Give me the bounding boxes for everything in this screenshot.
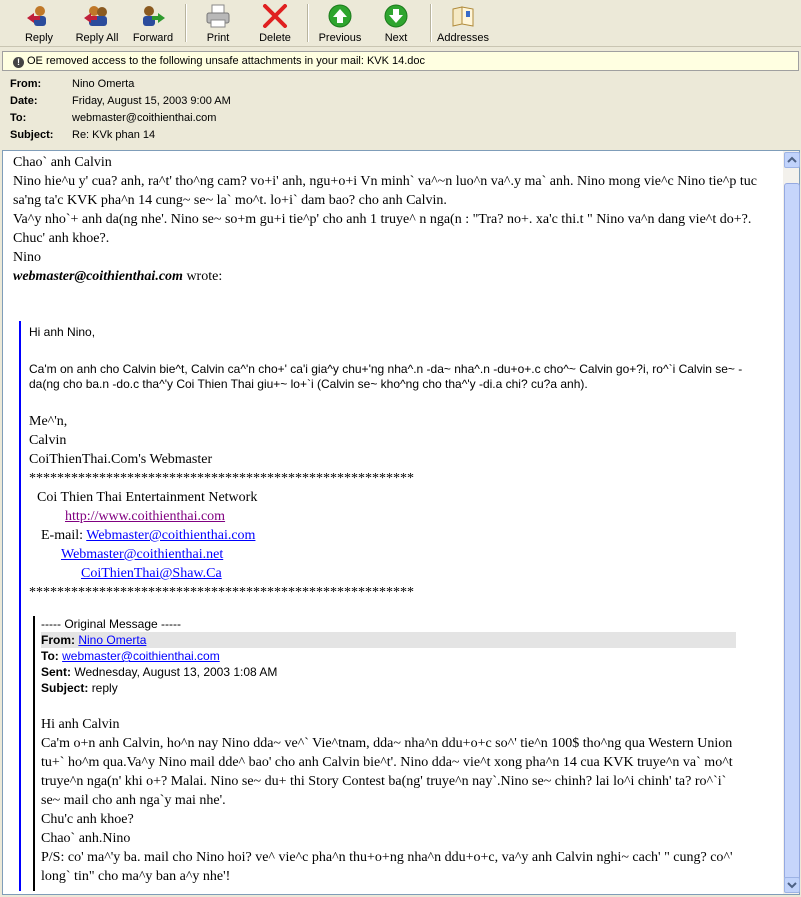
subject-value: Re: KVk phan 14 [72, 129, 156, 141]
reply-text [13, 153, 771, 286]
message-headers [0, 74, 801, 146]
previous-icon [326, 4, 354, 28]
vertical-scrollbar[interactable] [783, 150, 800, 895]
original-sent: Wednesday, August 13, 2003 1:08 AM [74, 665, 278, 679]
toolbar-separator [307, 4, 309, 42]
previous-button[interactable]: Previous [316, 2, 364, 44]
scroll-up-button[interactable] [784, 152, 800, 168]
forward-button[interactable]: Forward [130, 2, 176, 44]
body-line: Nino hie^u y' cua? anh, ra^t' tho^ng cam? vo+i' anh, ngu+o+i Vn minh` va^~n luo^n va^.y ma` anh. Nino mong vie^c Nino tie^p tuc sa'ng ta'c KVK pha^n 14 cung~ se~ la` mo^t. lo+i` dam bao? cho anh Calvin. [13, 174, 757, 208]
address-book-icon [449, 4, 477, 28]
original-header: ----- Original Message ----- [41, 617, 182, 631]
next-button[interactable]: Next [378, 2, 414, 44]
message-body[interactable] [2, 150, 784, 895]
scroll-thumb[interactable] [784, 183, 800, 880]
print-button[interactable]: Print [200, 2, 236, 44]
original-to-label: To: [41, 649, 59, 663]
delete-button[interactable]: Delete [255, 2, 295, 44]
quoted-message [19, 321, 771, 891]
body-line: Chao` anh Calvin [13, 155, 112, 170]
reply-icon [25, 4, 53, 28]
wrote-line [13, 267, 771, 286]
original-line: Chao` anh.Nino [41, 831, 131, 846]
quote-paragraph: Ca'm on anh cho Calvin bie^t, Calvin ca^'n cho+' ca'i gia^y chu+'ng nha^.n -da~ nha^.n -du+o+.c cho^~ Calvin go+?i, ro^`i Calvin se~ -da(ng cho ba.n -do.c tha^'y Coi Thien Thai giu+~ lo+`i (Calvin se~ kho^ng cho tha^'y -di.a chi? cu?a anh). [29, 362, 743, 391]
quote-closing: Me^'n, [29, 414, 68, 429]
body-line: Va^y nho`+ anh da(ng nhe'. Nino se~ so+m gu+i tie^p' cho anh 1 truye^ n nga(n : "Tra? no+. xa'c thi.t " Nino va^n dang vie^t do+?. [13, 212, 752, 227]
delete-icon [261, 4, 289, 28]
original-to-row [41, 648, 736, 664]
body-line: Nino [13, 250, 41, 265]
email-link-2[interactable]: Webmaster@coithienthai.net [61, 547, 224, 562]
original-line: Ca'm o+n anh Calvin, ho^n nay Nino dda~ ve^` Vie^tnam, dda~ nha^n ddu+o+c so^' tie^n 100$ tho^ng qua Western Union tu+` ho^m qua.Va^y Nino mail dde^ bao' cho anh Calvin bie^t'. Nino dda~ vie^t xong pha^n 14 cua KVK truye^n va` mo^t truye^n nga(n' khi o+? Malai. Nino se~ du+ thi Story Contest ba(ng' truye^n nay`.Nino se~ chinh? lai lo^i chinh' ta? ro^`i` se~ mail cho anh nga`y mai nhe'. [41, 736, 733, 808]
from-label: From: [10, 78, 42, 90]
original-line: Hi anh Calvin [41, 717, 120, 732]
stars-divider: ******************************************************* [29, 471, 414, 486]
to-value: webmaster@coithienthai.com [72, 112, 217, 124]
security-infobar [2, 51, 799, 71]
chevron-down-icon [785, 878, 799, 892]
original-subject-label: Subject: [41, 681, 89, 695]
network-name: Coi Thien Thai Entertainment Network [37, 490, 258, 505]
date-label: Date: [10, 95, 38, 107]
reply-all-button[interactable]: Reply All [74, 2, 120, 44]
quote-name: Calvin [29, 433, 67, 448]
email-link-3[interactable]: CoiThienThai@Shaw.Ca [81, 566, 222, 581]
date-value: Friday, August 15, 2003 9:00 AM [72, 95, 231, 107]
toolbar [0, 0, 801, 47]
email-label: E-mail: [41, 528, 87, 543]
original-from-link[interactable]: Nino Omerta [78, 633, 147, 647]
email-link-1[interactable]: Webmaster@coithienthai.com [86, 528, 256, 543]
infobar-text: OE removed access to the following unsafe attachments in your mail: KVK 14.doc [27, 55, 426, 67]
original-from-row [41, 632, 736, 648]
quote-org: CoiThienThai.Com's Webmaster [29, 452, 213, 467]
original-subject-row [41, 680, 736, 696]
wrote-suffix: wrote: [182, 269, 223, 284]
website-link[interactable]: http://www.coithienthai.com [65, 509, 226, 524]
toolbar-separator [430, 4, 432, 42]
toolbar-separator [185, 4, 187, 42]
chevron-up-icon [785, 153, 799, 167]
quote-greeting: Hi anh Nino, [29, 325, 96, 339]
print-icon [204, 4, 232, 28]
to-label: To: [10, 112, 27, 124]
original-from-label: From: [41, 633, 75, 647]
addresses-button[interactable]: Addresses [436, 2, 490, 44]
scroll-down-button[interactable] [784, 877, 800, 893]
body-line: Chuc' anh khoe?. [13, 231, 110, 246]
next-icon [382, 4, 410, 28]
reply-all-icon [83, 4, 111, 28]
original-sent-label: Sent: [41, 665, 71, 679]
original-sent-row [41, 664, 736, 680]
original-message [33, 616, 755, 891]
forward-icon [139, 4, 167, 28]
stars-divider: ******************************************************* [29, 585, 414, 600]
from-value: Nino Omerta [72, 78, 135, 90]
reply-button[interactable]: Reply [22, 2, 56, 44]
wrote-email: webmaster@coithienthai.com [13, 269, 183, 284]
warning-icon: ! [13, 57, 24, 68]
subject-label: Subject: [10, 129, 54, 141]
original-line: P/S: co' ma^'y ba. mail cho Nino hoi? ve^ vie^c pha^n thu+o+ng nha^n ddu+o+c, va^y anh Calvin nghi~ cach' " cung? co^' long` tin" cho ma^y ban a^y nhe'! [41, 850, 733, 884]
original-to-link[interactable]: webmaster@coithienthai.com [62, 649, 220, 663]
original-line: Chu'c anh khoe? [41, 812, 134, 827]
original-subject: reply [91, 681, 118, 695]
